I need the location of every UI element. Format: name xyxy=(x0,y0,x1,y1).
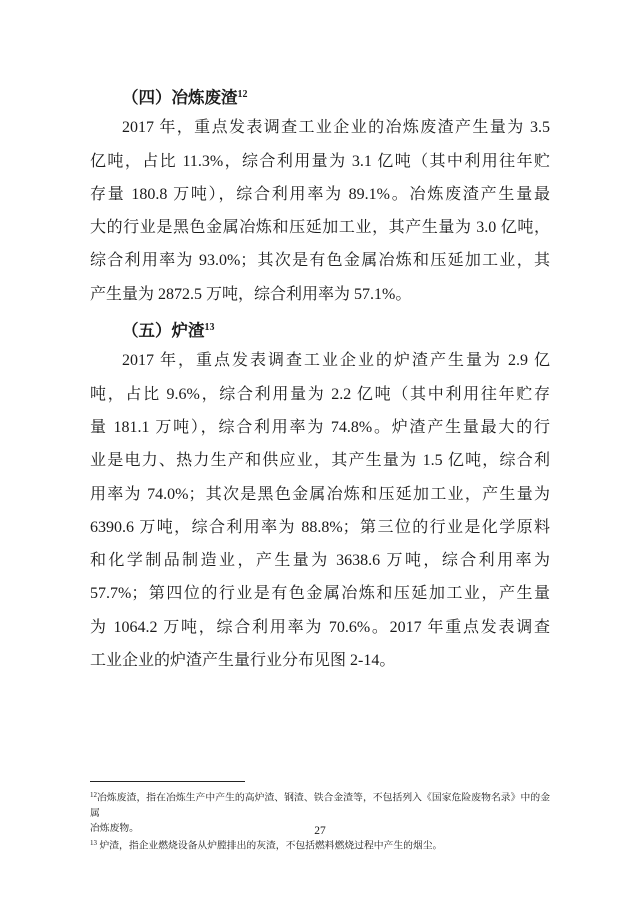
footnote-marker: 12 xyxy=(90,791,97,799)
section-heading-text: （五）炉渣 xyxy=(122,321,205,341)
footnote-line: $^{12}$冶炼废渣，指在冶炼生产中产生的高炉渣、钢渣、铁合金渣等，不包括列入《国家危险废物名录》中的金属 xyxy=(90,791,550,819)
footnote-line: 冶炼废物。 xyxy=(90,822,139,834)
footnote-marker: 13 xyxy=(90,838,97,847)
section-heading-text: （四）冶炼废渣 xyxy=(122,88,238,107)
body-line: 2017 年，重点发表调查工业企业的炉渣产生量为 2.9 亿 xyxy=(122,352,550,370)
body-line: 用率为 74.0%；其次是黑色金属冶炼和压延加工业，产生量为 xyxy=(90,485,550,503)
body-line: 量 181.1 万吨），综合利用率为 74.8%。炉渣产生量最大的行 xyxy=(90,418,550,436)
footnote-area xyxy=(90,781,550,853)
body-line: 存量 180.8 万吨），综合利用率为 89.1%。冶炼废渣产生量最 xyxy=(90,185,550,203)
body-line: 业是电力、热力生产和供应业，其产生量为 1.5 亿吨，综合利 xyxy=(90,452,550,470)
body-line: 综合利用率为 93.0%；其次是有色金属冶炼和压延加工业，其 xyxy=(90,252,550,270)
body-line: 大的行业是黑色金属冶炼和压延加工业，其产生量为 3.0 亿吨， xyxy=(90,219,550,237)
footnote-ref: 12 xyxy=(237,89,248,100)
body-line: 吨，占比 9.6%，综合利用量为 2.2 亿吨（其中利用往年贮存 xyxy=(90,385,550,403)
footnote-list xyxy=(90,788,550,853)
body-line: 为 1064.2 万吨，综合利用率为 70.6%。2017 年重点发表调查 xyxy=(90,618,550,636)
section-heading-1 xyxy=(90,78,550,111)
body-line: 工业企业的炉渣产生量行业分布见图 2-14。 xyxy=(90,652,396,670)
body-line: 产生量为 2872.5 万吨，综合利用率为 57.1%。 xyxy=(90,285,412,303)
footnote-separator xyxy=(90,781,245,782)
body-line: 亿吨，占比 11.3%，综合利用量为 3.1 亿吨（其中利用往年贮 xyxy=(90,152,550,170)
body-line: 2017 年，重点发表调查工业企业的冶炼废渣产生量为 3.5 xyxy=(122,119,550,137)
footnote-13 xyxy=(90,836,550,854)
page-number: 27 xyxy=(314,825,326,837)
body-line: 57.7%；第四位的行业是有色金属冶炼和压延加工业，产生量 xyxy=(90,585,550,603)
body-line: 和化学制品制造业，产生量为 3638.6 万吨，综合利用率为 xyxy=(90,552,550,570)
document-body xyxy=(90,78,550,677)
footnote-line: $^{13}$ 炉渣，指企业燃烧设备从炉膛排出的灰渣，不包括燃料燃烧过程中产生的烟尘。 xyxy=(90,838,443,851)
footnote-ref: 13 xyxy=(204,322,215,334)
section-heading-2 xyxy=(90,311,550,344)
body-line: 6390.6 万吨，综合利用率为 88.8%；第三位的行业是化学原料 xyxy=(90,518,550,536)
